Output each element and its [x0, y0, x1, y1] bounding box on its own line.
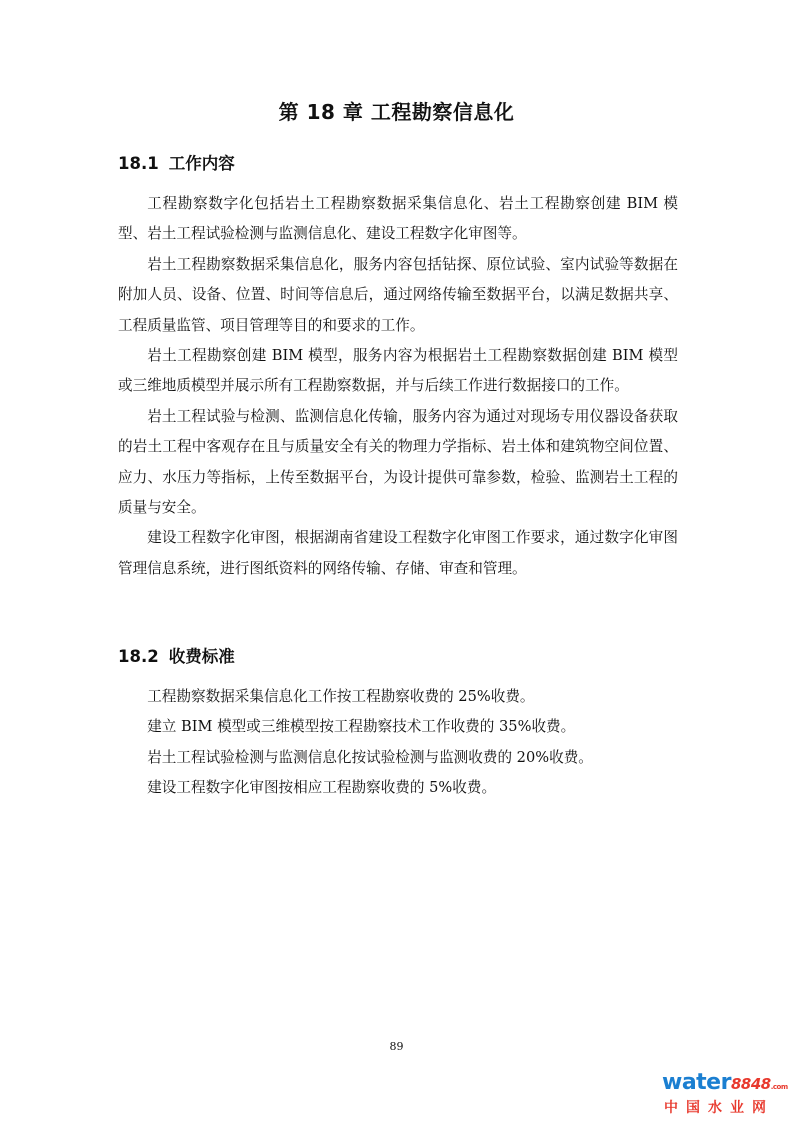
paragraph: 工程勘察数字化包括岩土工程勘察数据采集信息化、岩土工程勘察创建 BIM 模型、岩土工程试验检测与监测信息化、建设工程数字化审图等。 — [118, 195, 678, 243]
page-number: 89 — [389, 1040, 404, 1053]
chapter-title: 第 18 章 工程勘察信息化 — [278, 100, 515, 124]
watermark-brand — [662, 1070, 788, 1095]
fee-list — [118, 682, 678, 804]
section-number: 18.2 — [118, 647, 159, 666]
watermark-suffix: .com — [770, 1083, 788, 1091]
section-heading-18-1 — [118, 150, 235, 174]
section-1-body — [118, 189, 678, 584]
watermark-word: water — [662, 1070, 731, 1095]
paragraph: 岩土工程试验与检测、监测信息化传输，服务内容为通过对现场专用仪器设备获取的岩土工程中客观存在且与质量安全有关的物理力学指标、岩土体和建筑物空间位置、应力、水压力等指标，上传至数据平台，为设计提供可靠参数，检验、监测岩土工程的质量与安全。 — [118, 407, 678, 517]
paragraph: 岩土工程勘察创建 BIM 模型，服务内容为根据岩土工程勘察数据创建 BIM 模型或三维地质模型并展示所有工程勘察数据，并与后续工作进行数据接口的工作。 — [118, 347, 678, 395]
watermark-number: 8848 — [730, 1075, 771, 1093]
watermark-logo — [662, 1070, 790, 1118]
fee-item: 建立 BIM 模型或三维模型按工程勘察技术工作收费的 35%收费。 — [147, 718, 576, 736]
fee-item: 岩土工程试验检测与监测信息化按试验检测与监测收费的 20%收费。 — [147, 748, 593, 766]
fee-item: 建设工程数字化审图按相应工程勘察收费的 5%收费。 — [147, 779, 497, 797]
section-title: 收费标准 — [168, 647, 235, 666]
section-number: 18.1 — [118, 154, 159, 173]
fee-item: 工程勘察数据采集信息化工作按工程勘察收费的 25%收费。 — [147, 688, 535, 705]
section-title: 工作内容 — [168, 154, 235, 173]
paragraph: 岩土工程勘察数据采集信息化，服务内容包括钻探、原位试验、室内试验等数据在附加人员、设备、位置、时间等信息后，通过网络传输至数据平台，以满足数据共享、工程质量监管、项目管理等目的和要求的工作。 — [118, 255, 678, 334]
section-heading-18-2 — [118, 643, 235, 667]
paragraph: 建设工程数字化审图，根据湖南省建设工程数字化审图工作要求，通过数字化审图管理信息系统，进行图纸资料的网络传输、存储、审查和管理。 — [118, 529, 678, 577]
watermark-cn: 中国水业网 — [664, 1100, 774, 1116]
